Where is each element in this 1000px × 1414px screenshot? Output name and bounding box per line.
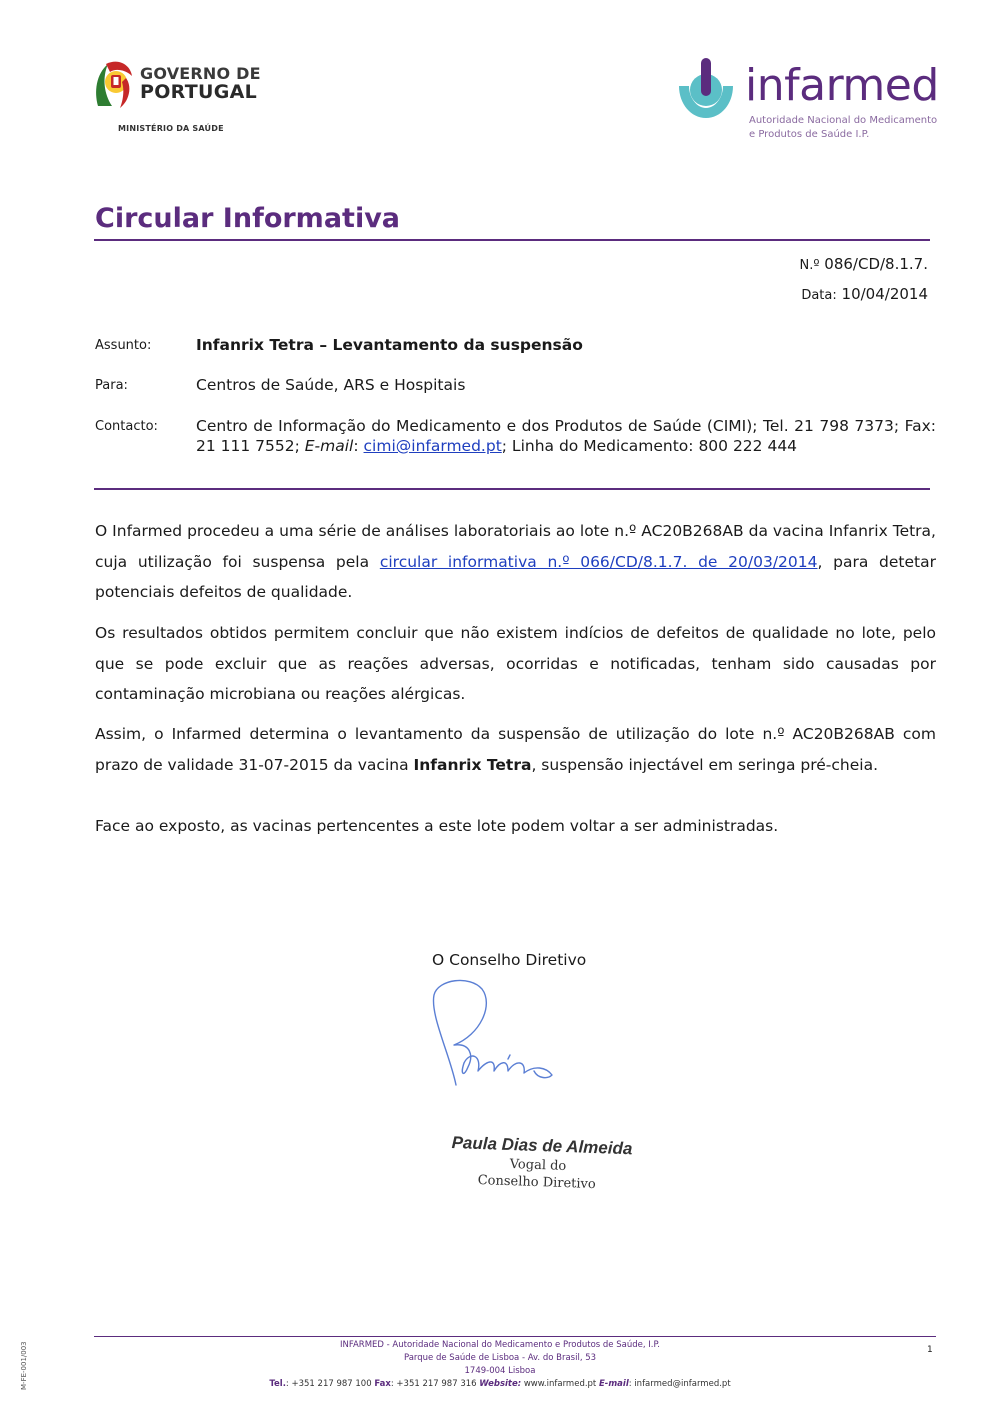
subject-label: Assunto: <box>95 338 152 353</box>
infarmed-mark-icon <box>675 56 737 122</box>
document-title: Circular Informativa <box>95 203 401 234</box>
footer-fax-label: Fax <box>374 1379 391 1389</box>
p4-text: Face ao exposto, as vacinas pertencentes a este lote podem voltar a ser administradas. <box>95 817 779 835</box>
to-value: Centros de Saúde, ARS e Hospitais <box>196 376 466 394</box>
signatory-role-line1: Vogal do <box>509 1157 567 1174</box>
gov-logo-line2: PORTUGAL <box>140 81 258 103</box>
p1-text-1: O Infarmed procedeu a uma série de análises laboratoriais ao lote n.º AC20B268AB da vacina Infanrix Tetra, cuja utilização foi suspensa pela <box>95 522 936 571</box>
footer-website-label: Website: <box>479 1379 522 1389</box>
circular-date-label: Data: <box>801 288 837 303</box>
p3-text-1: Assim, o Infarmed determina o levantamento da suspensão de utilização do lote n.º AC20B268AB com prazo de validade 31-07-2015 da vacina <box>95 725 936 774</box>
contact-email-label: E-mail <box>304 437 354 455</box>
body-paragraph-2 <box>95 618 936 710</box>
signature-intro: O Conselho Diretivo <box>432 951 587 969</box>
body-paragraph-4 <box>95 811 936 842</box>
infarmed-wordmark: infarmed <box>745 60 939 111</box>
gov-logo-ministry: MINISTÉRIO DA SAÚDE <box>118 124 224 133</box>
body-paragraph-1 <box>95 516 936 608</box>
circular-number <box>800 255 928 273</box>
page-number: 1 <box>927 1345 933 1355</box>
portuguese-coat-of-arms-icon <box>92 56 134 112</box>
form-code: M-FE-001/003 <box>20 1341 28 1390</box>
body-paragraph-3 <box>95 719 936 780</box>
footer-email-label: E-mail <box>598 1379 629 1389</box>
footer-organization: INFARMED - Autoridade Nacional do Medicamento e Produtos de Saúde, I.P. <box>340 1340 660 1350</box>
footer-website-value: www.infarmed.pt <box>521 1379 597 1389</box>
signatory-name: Paula Dias de Almeida <box>451 1133 633 1159</box>
contact-text-1: Centro de Informação do Medicamento e dos Produtos de Saúde (CIMI); Tel. 21 798 7373; Fax: 21 111 7552; <box>196 417 936 455</box>
contact-text-3: ; Linha do Medicamento: 800 222 444 <box>501 437 798 455</box>
signatory-role-line2: Conselho Diretivo <box>477 1173 596 1193</box>
footer-fax-value: : +351 217 987 316 <box>390 1379 477 1389</box>
contact-value <box>196 416 936 456</box>
p3-text-2: , suspensão injectável em seringa pré-cheia. <box>531 755 879 774</box>
footer-tel-label: Tel. <box>269 1379 286 1389</box>
infarmed-subtitle-line2: e Produtos de Saúde I.P. <box>749 129 870 140</box>
infarmed-subtitle-line1: Autoridade Nacional do Medicamento <box>749 115 938 126</box>
title-divider <box>94 239 930 241</box>
footer-address: Parque de Saúde de Lisboa - Av. do Brasil, 53 <box>403 1353 597 1363</box>
footer-postal-code: 1749-004 Lisboa <box>464 1366 536 1376</box>
handwritten-signature <box>420 975 580 1090</box>
infarmed-logo <box>675 56 939 146</box>
footer-contacts <box>0 1379 1000 1389</box>
footer-tel-value: : +351 217 987 100 <box>285 1379 372 1389</box>
circular-date <box>801 285 928 303</box>
contact-email-link[interactable]: cimi@infarmed.pt <box>363 437 502 455</box>
gov-logo-line1: GOVERNO DE <box>140 64 261 83</box>
circular-date-value: 10/04/2014 <box>841 285 928 303</box>
subject-value: Infanrix Tetra – Levantamento da suspensão <box>196 336 583 354</box>
p1-text-2: , para detetar potenciais defeitos de qualidade. <box>95 552 936 601</box>
circular-number-label: N.º <box>799 258 820 273</box>
p2-text: Os resultados obtidos permitem concluir que não existem indícios de defeitos de qualidade no lote, pelo que se pode excluir que as reações adversas, ocorridas e notificadas, tenham sido causadas por contaminação microbiana ou reações alérgicas. <box>95 624 936 703</box>
to-label: Para: <box>95 378 128 393</box>
contact-text-2: : <box>353 437 364 455</box>
circular-number-value: 086/CD/8.1.7. <box>824 255 928 273</box>
previous-circular-link[interactable]: circular informativa n.º 066/CD/8.1.7. de 20/03/2014 <box>379 552 818 571</box>
footer-email-value: : infarmed@infarmed.pt <box>628 1379 731 1389</box>
contact-label: Contacto: <box>95 419 158 434</box>
p3-bold-product: Infanrix Tetra <box>413 755 532 774</box>
governo-de-portugal-logo <box>92 56 262 140</box>
footer-divider <box>94 1336 936 1337</box>
header-block-divider <box>94 488 930 490</box>
